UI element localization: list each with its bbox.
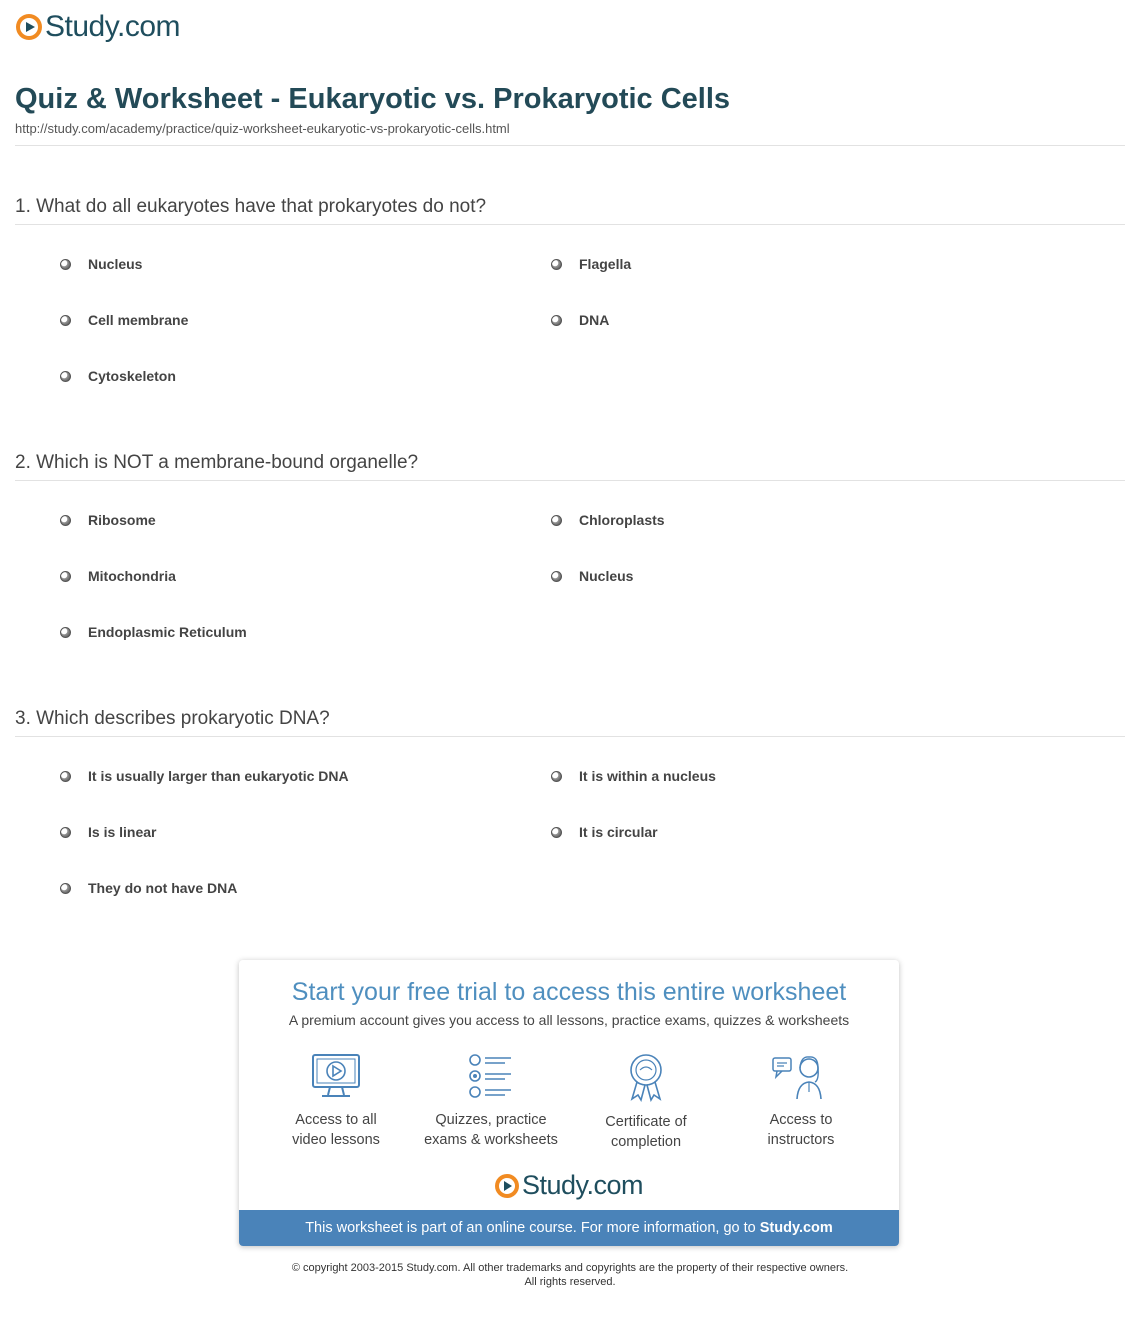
site-logo[interactable] [16, 10, 180, 44]
answer-option[interactable] [551, 568, 633, 584]
page-url: http://study.com/academy/practice/quiz-worksheet-eukaryotic-vs-prokaryotic-cells.html [15, 121, 510, 136]
feature-label-line: Access to all [295, 1112, 377, 1128]
feature-video-lessons [261, 1052, 411, 1150]
course-info-text: This worksheet is part of an online course. For more information, go to [305, 1220, 760, 1236]
question-text: 2. Which is NOT a membrane-bound organelle? [15, 452, 1125, 481]
option-label: Endoplasmic Reticulum [88, 624, 247, 640]
option-label: DNA [579, 312, 610, 328]
radio-button-icon[interactable] [551, 315, 562, 326]
feature-label-line: Certificate of [605, 1114, 687, 1130]
option-label: Cell membrane [88, 312, 189, 328]
option-label: It is within a nucleus [579, 768, 716, 784]
play-logo-icon [495, 1174, 519, 1198]
feature-quizzes [416, 1052, 566, 1150]
question-3 [15, 708, 1125, 907]
feature-label-line: completion [610, 1134, 682, 1150]
answer-options [15, 225, 1125, 395]
radio-button-icon[interactable] [60, 259, 71, 270]
promo-heading[interactable]: Start your free trial to access this entire worksheet [291, 978, 847, 1006]
feature-label-line: Access to [769, 1112, 833, 1128]
radio-button-icon[interactable] [551, 827, 562, 838]
answer-options [15, 737, 1125, 907]
feature-certificate [571, 1052, 721, 1152]
option-label: Nucleus [579, 568, 634, 584]
radio-button-icon[interactable] [60, 771, 71, 782]
option-label: Cytoskeleton [88, 368, 176, 384]
answer-option[interactable] [60, 312, 188, 328]
answer-option[interactable] [551, 312, 609, 328]
option-label: Flagella [579, 256, 632, 272]
answer-options [15, 481, 1125, 651]
option-label: Is is linear [88, 824, 157, 840]
answer-option[interactable] [60, 824, 156, 840]
rights-line: All rights reserved. [524, 1276, 616, 1288]
site-logo-text: Study.com [45, 10, 180, 43]
answer-option[interactable] [60, 256, 142, 272]
answer-option[interactable] [60, 568, 176, 584]
feature-label-line: Quizzes, practice [435, 1112, 547, 1128]
radio-button-icon[interactable] [60, 627, 71, 638]
answer-option[interactable] [551, 256, 631, 272]
promo-subheading: A premium account gives you access to all lessons, practice exams, quizzes & worksheets [288, 1012, 850, 1028]
feature-label-line: exams & worksheets [424, 1132, 558, 1148]
question-2 [15, 452, 1125, 651]
page-title: Quiz & Worksheet - Eukaryotic vs. Prokaryotic Cells [15, 83, 731, 115]
radio-button-icon[interactable] [60, 571, 71, 582]
answer-option[interactable] [60, 624, 247, 640]
answer-option[interactable] [551, 768, 716, 784]
radio-button-icon[interactable] [60, 315, 71, 326]
option-label: Nucleus [88, 256, 143, 272]
answer-option[interactable] [60, 368, 176, 384]
radio-button-icon[interactable] [551, 571, 562, 582]
option-label: Mitochondria [88, 568, 176, 584]
question-text: 3. Which describes prokaryotic DNA? [15, 708, 1125, 737]
radio-button-icon[interactable] [551, 259, 562, 270]
certificate-icon [620, 1052, 672, 1102]
feature-instructors [726, 1052, 876, 1150]
option-label: Chloroplasts [579, 512, 665, 528]
option-label: It is circular [579, 824, 658, 840]
feature-label-line: instructors [767, 1132, 835, 1148]
answer-option[interactable] [60, 768, 349, 784]
instructor-icon [771, 1052, 831, 1100]
radio-button-icon[interactable] [60, 515, 71, 526]
radio-button-icon[interactable] [60, 827, 71, 838]
question-text: 1. What do all eukaryotes have that prokaryotes do not? [15, 196, 1125, 225]
radio-button-icon[interactable] [60, 371, 71, 382]
study-com-link[interactable]: Study.com [759, 1220, 833, 1236]
free-trial-promo [239, 960, 899, 1246]
header-divider [15, 145, 1125, 146]
option-label: They do not have DNA [88, 880, 238, 896]
answer-option[interactable] [60, 880, 237, 896]
answer-option[interactable] [551, 512, 665, 528]
radio-button-icon[interactable] [551, 771, 562, 782]
radio-button-icon[interactable] [60, 883, 71, 894]
play-logo-icon [16, 14, 42, 40]
option-label: It is usually larger than eukaryotic DNA [88, 768, 349, 784]
option-label: Ribosome [88, 512, 156, 528]
promo-logo-text: Study.com [521, 1170, 644, 1200]
copyright-notice [0, 1261, 1140, 1289]
copyright-line: © copyright 2003-2015 Study.com. All other trademarks and copyrights are the property of their respective owners. [291, 1262, 849, 1274]
answer-option[interactable] [60, 512, 156, 528]
promo-logo[interactable] [239, 1170, 899, 1201]
question-1 [15, 196, 1125, 395]
radio-button-icon[interactable] [551, 515, 562, 526]
course-info-bar [239, 1210, 899, 1246]
feature-label-line: video lessons [292, 1132, 380, 1148]
video-lessons-icon [310, 1052, 362, 1100]
quiz-list-icon [465, 1052, 517, 1100]
answer-option[interactable] [551, 824, 658, 840]
